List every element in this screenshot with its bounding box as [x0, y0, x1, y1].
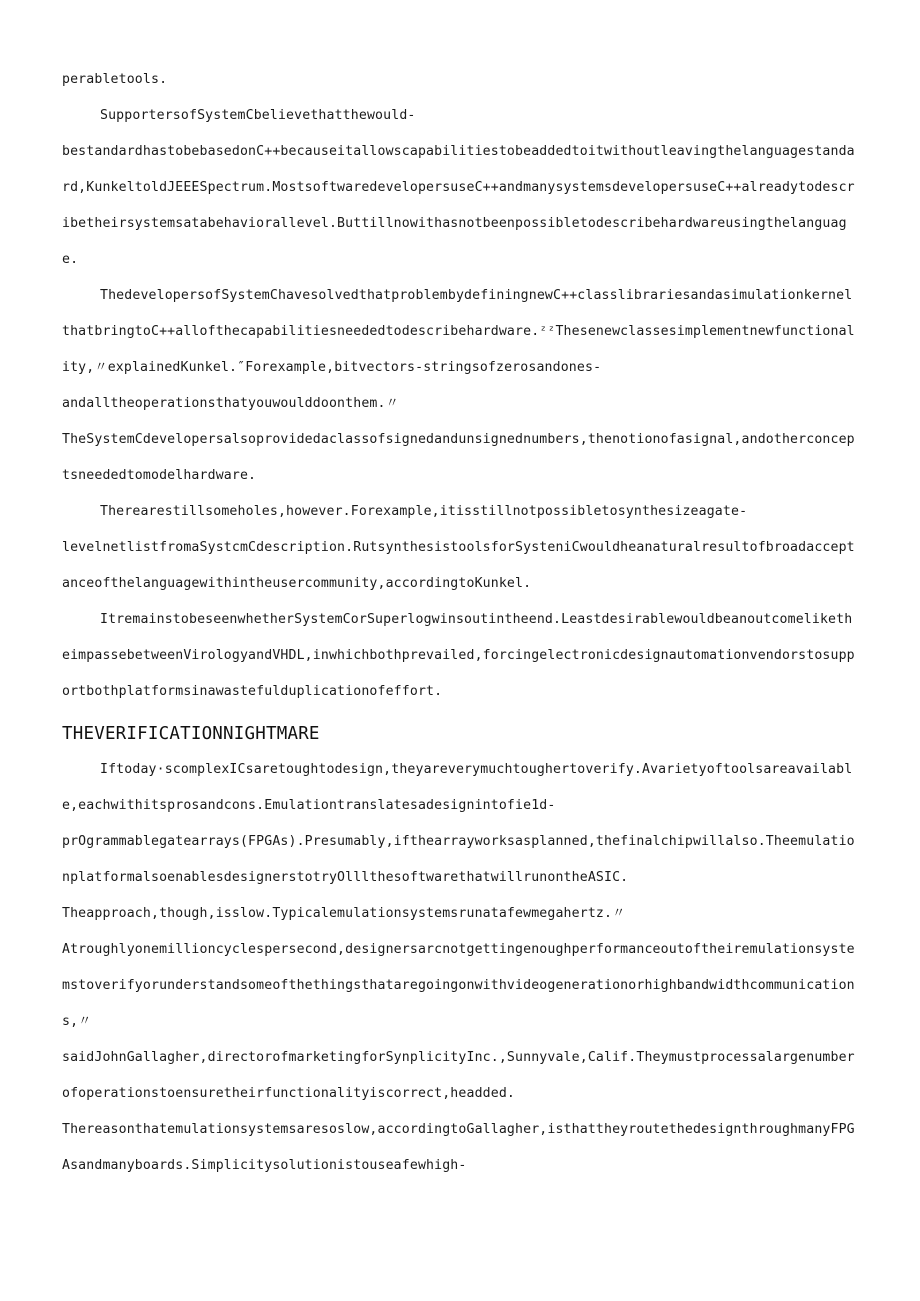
paragraph-remains: ItremainstobeseenwhetherSystemCorSuperlogwinsoutintheend.LeastdesirablewouldbeanoutcomeliketheimpassebetweenVirologyandVHDL,inwhichbothprevailed,forcingelectronicdesignautomationvendorstosupportbothplatformsinawastefulduplicationofeffort. [62, 612, 855, 699]
paragraph-verify: Iftoday·scomplexICsaretoughtodesign,theyareverymuchtoughertoverify.Avarietyoftoolsareavailable,eachwithitsprosandcons.Emulationtranslatesadesignintofie1d- [62, 762, 853, 813]
paragraph-signed-numbers: TheSystemCdevelopersalsoprovidedaclassofsignedandunsignednumbers,thenotionofasignal,andotherconceptsneededtomodelhardware. [62, 432, 855, 483]
paragraph-cycles: Atroughlyonemillioncyclespersecond,designersarcnotgettingenoughperformanceoutoftheiremulationsystemstoverifyorunderstandsomeofthethingsthataregoingonwithvideogenerationorhighbandwidthcommunications,〃 [62, 942, 855, 1029]
paragraph-approach: Theapproach,though,isslow.Typicalemulationsystemsrunatafewmegahertz.〃 [62, 906, 626, 921]
paragraph-gallagher: saidJohnGallagher,directorofmarketingforSynplicityInc.,Sunnyvale,Calif.Theymustprocessalargenumberofoperationstoensuretheirfunctionalityiscorrect,headded. [62, 1050, 855, 1101]
paragraph-standard: bestandardhastobebasedonC++becauseitallowscapabilitiestobeaddedtoitwithoutleavingthelanguagestandard,KunkeltoldJEEESpectrum.MostsoftwaredevelopersuseC++andmanysystemsdevelopersuseC++alreadytodescribetheirsystemsatabehaviorallevel.Buttillnowithasnotbeenpossibletodescribehardwareusingthelanguage. [62, 144, 855, 267]
paragraph-continuation: perabletools. [62, 72, 168, 87]
section-heading: THEVERIFICATIONNIGHTMARE [62, 724, 320, 744]
paragraph-holes: Therearestillsomeholes,however.Forexample,itisstillnotpossibletosynthesizeagate- [100, 504, 748, 519]
paragraph-supporters: SupportersofSystemCbelievethatthewould- [100, 108, 416, 123]
paragraph-operations: andalltheoperationsthatyouwoulddoonthem.〃 [62, 396, 399, 411]
document-body [62, 62, 858, 1184]
paragraph-reason: Thereasonthatemulationsystemsaresoslow,accordingtoGallagher,isthattheyroutethedesignthroughmanyFPGAsandmanyboards.Simplicitysolutionistouseafewhigh- [62, 1122, 855, 1173]
paragraph-developers: ThedevelopersofSystemChavesolvedthatproblembydefiningnewC++classlibrariesandasimulationkernelthatbringtoC++allofthecapabilitiesneededtodescribehardware.ᶻᶻThesenewclassesimplementnewfunctionality,〃explainedKunkel.″Forexample,bitvectors-stringsofzerosandones- [62, 288, 855, 375]
paragraph-fpga: prOgrammablegatearrays(FPGAs).Presumably,ifthearrayworksasplanned,thefinalchipwillalso.TheemulationplatformalsoenablesdesignerstotryOlllthesoftwarethatwillrunontheASIC. [62, 834, 855, 885]
paragraph-netlist: levelnetlistfromaSystcmCdescription.RutsynthesistoolsforSysteniCwouldheanaturalresultofbroadacceptanceofthelanguagewithintheusercommunity,accordingtoKunkel. [62, 540, 855, 591]
